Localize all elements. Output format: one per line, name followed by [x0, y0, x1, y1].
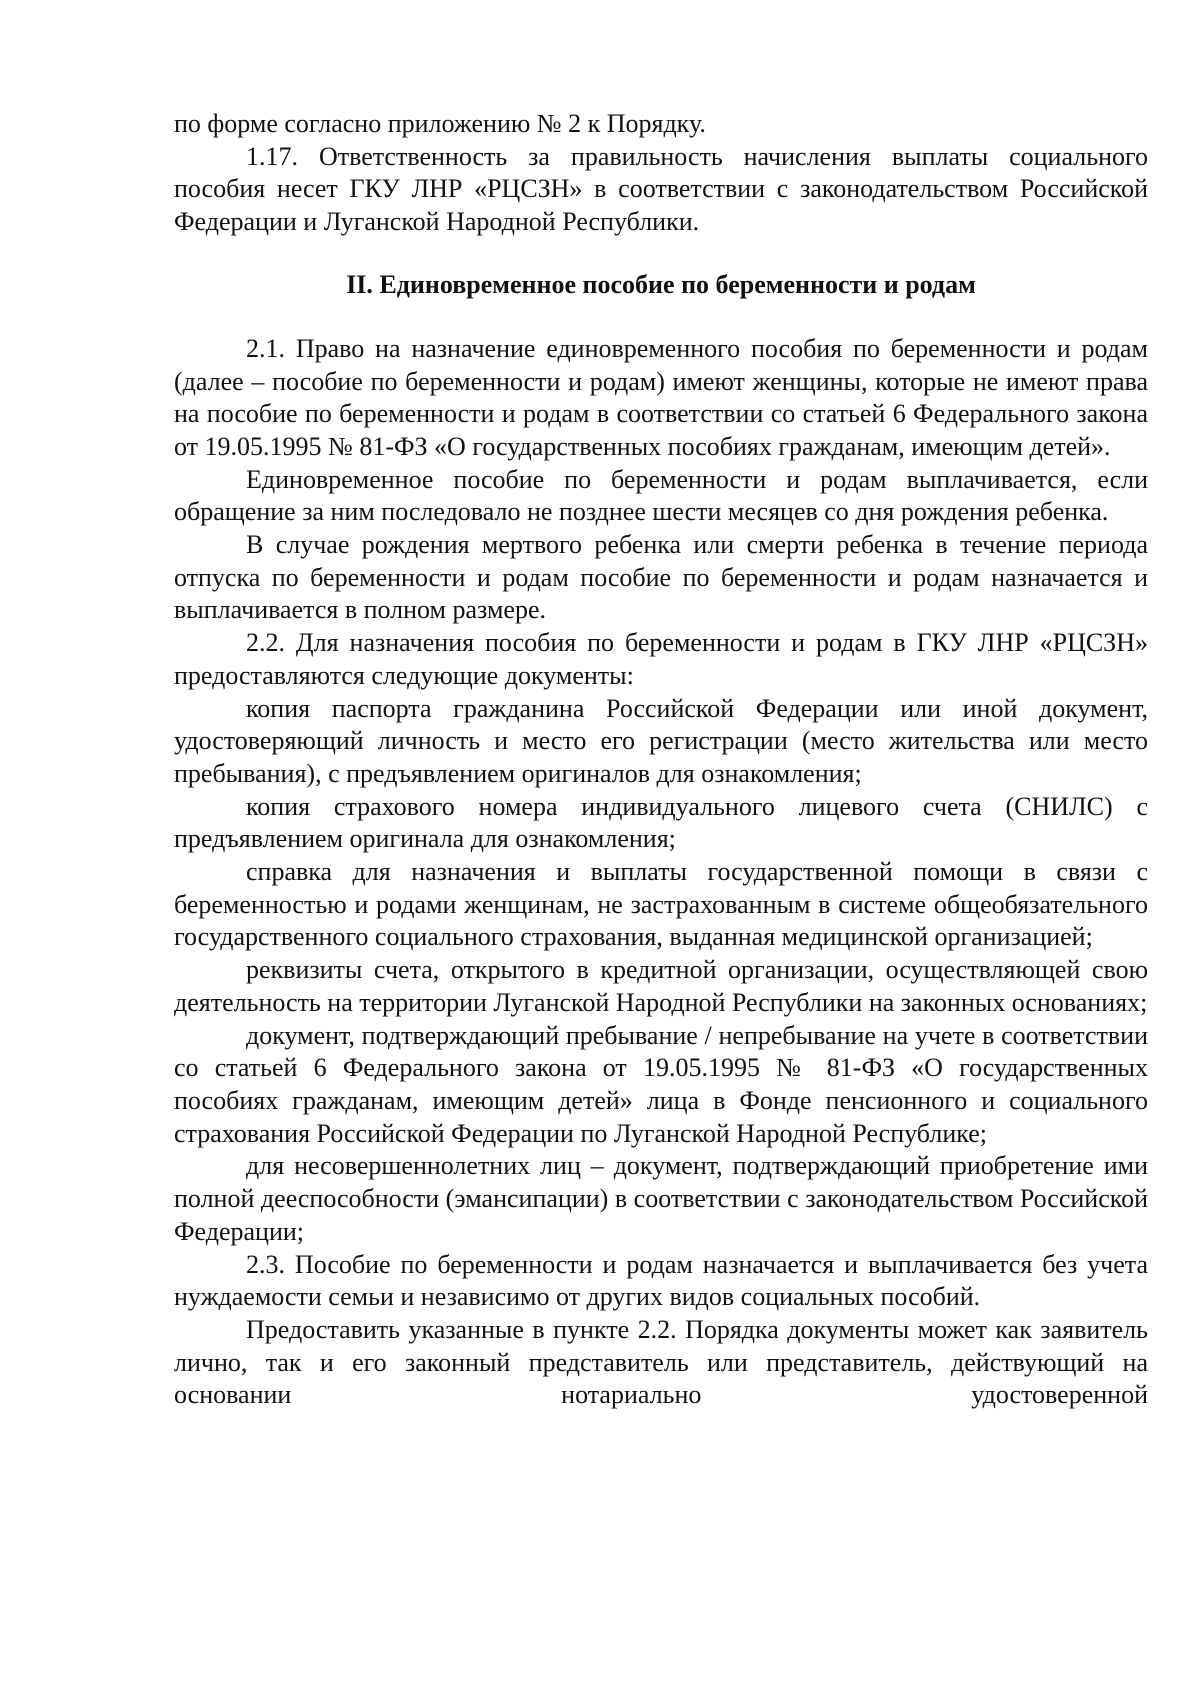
paragraph-intro: по форме согласно приложению № 2 к Порядку.: [174, 109, 706, 138]
section-title: II. Единовременное пособие по беременности и родам: [346, 269, 976, 299]
paragraph-1-17: 1.17. Ответственность за правильность начисления выплаты социального пособия несет ГКУ ЛНР «РЦСЗН» в соответствии с законодательством Российской Федерации и Луганской Народной Республики.: [174, 141, 1148, 237]
list-item-passport: копия паспорта гражданина Российской Федерации или иной документ, удостоверяющий личность и место его регистрации (место жительства или место пребывания), с предъявлением оригиналов для ознакомления;: [174, 693, 1148, 788]
list-item-bank-details: реквизиты счета, открытого в кредитной организации, осуществляющей свою деятельность на территории Луганской Народной Республики на законных основаниях;: [174, 955, 1148, 1017]
document-page: [174, 108, 1148, 1412]
list-item-emancipation: для несовершеннолетних лиц – документ, подтверждающий приобретение ими полной дееспособности (эмансипации) в соответствии с законодательством Российской Федерации;: [174, 1151, 1148, 1246]
list-item-medical-certificate: справка для назначения и выплаты государственной помощи в связи с беременностью и родами женщинам, не застрахованным в системе общеобязательного государственного социального страхования, выданная медицинской организацией;: [174, 857, 1148, 952]
paragraph-2-3: 2.3. Пособие по беременности и родам назначается и выплачивается без учета нуждаемости семьи и независимо от других видов социальных пособий.: [174, 1249, 1148, 1312]
list-item-snils: копия страхового номера индивидуального лицевого счета (СНИЛС) с предъявлением оригинала для ознакомления;: [174, 791, 1148, 854]
list-item-insurance-status: документ, подтверждающий пребывание / непребывание на учете в соответствии со статьей 6 Федерального закона от 19.05.1995 № 81-ФЗ «О государственных пособиях гражданам, имеющим детей» лица в Фонде пенсионного и социального страхования Российской Федерации по Луганской Народной Республике;: [174, 1020, 1148, 1148]
paragraph-2-2: 2.2. Для назначения пособия по беременности и родам в ГКУ ЛНР «РЦСЗН» предоставляются следующие документы:: [174, 628, 1148, 690]
paragraph-2-1: 2.1. Право на назначение единовременного пособия по беременности и родам (далее – пособие по беременности и родам) имеют женщины, которые не имеют права на пособие по беременности и родам в соответствии со статьей 6 Федерального закона от 19.05.1995 № 81-ФЗ «О государственных пособиях гражданам, имеющим детей».: [174, 333, 1148, 461]
paragraph-2-1-payment-term: Единовременное пособие по беременности и родам выплачивается, если обращение за ним последовало не позднее шести месяцев со дня рождения ребенка.: [174, 464, 1148, 527]
paragraph-representative: Предоставить указанные в пункте 2.2. Порядка документы может как заявитель лично, так и его законный представитель или представитель, действующий на основании нотариально удостоверенной: [174, 1314, 1148, 1410]
paragraph-2-1-stillbirth: В случае рождения мертвого ребенка или смерти ребенка в течение периода отпуска по беременности и родам пособие по беременности и родам назначается и выплачивается в полном размере.: [174, 530, 1148, 625]
